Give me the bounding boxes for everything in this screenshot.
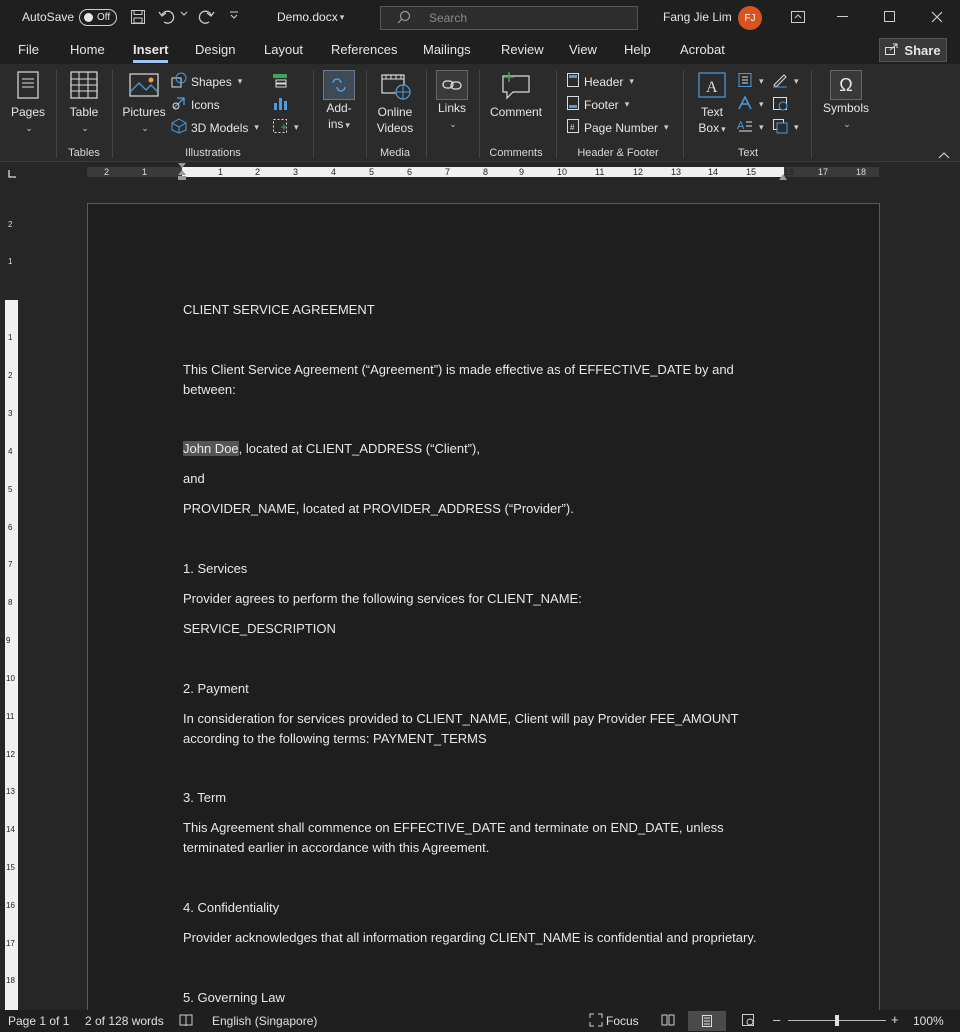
vertical-ruler[interactable] — [5, 200, 18, 1010]
vruler-label: 14 — [6, 825, 15, 834]
comment-button[interactable] — [486, 70, 546, 120]
ribbon-separator — [811, 70, 812, 158]
tab-mailings[interactable]: Mailings — [423, 42, 471, 57]
ribbon — [0, 64, 960, 162]
pages-icon — [13, 70, 43, 104]
tab-review[interactable]: Review — [501, 42, 544, 57]
header-dropdown-icon: ▾ — [629, 76, 634, 86]
text-box-label-2-row — [698, 120, 725, 137]
undo-icon[interactable] — [158, 9, 176, 25]
services-paragraph[interactable]: Provider agrees to perform the following services for CLIENT_NAME: — [183, 591, 582, 606]
date-time-icon — [772, 95, 788, 114]
vruler-label: 17 — [6, 939, 15, 948]
tab-insert[interactable]: Insert — [133, 42, 169, 57]
focus-button[interactable]: Focus — [606, 1014, 639, 1028]
autosave-toggle[interactable] — [79, 9, 117, 26]
zoom-in-icon[interactable]: + — [891, 1012, 899, 1027]
smartart-button[interactable] — [272, 72, 288, 91]
ribbon-separator — [683, 70, 684, 158]
ruler-ticks — [87, 165, 887, 179]
table-dropdown-icon: ⌄ — [81, 123, 89, 133]
ruler-label: 2 — [255, 167, 261, 177]
ruler-label: 13 — [671, 167, 682, 177]
text-box-icon — [696, 70, 728, 104]
vruler-label: 18 — [6, 976, 15, 985]
share-icon — [885, 43, 898, 58]
page-number-label: Page Number — [584, 120, 659, 135]
ruler-label: 14 — [708, 167, 719, 177]
ruler-label: 18 — [856, 167, 867, 177]
text-box-dropdown-icon: ▾ — [721, 124, 726, 134]
quick-parts-icon — [737, 72, 753, 91]
vruler-label: 5 — [8, 485, 13, 494]
shapes-label: Shapes — [191, 74, 232, 89]
illustrations-group-label: Illustrations — [185, 147, 241, 159]
ruler-label: 5 — [369, 167, 375, 177]
tab-view[interactable]: View — [569, 42, 597, 57]
3d-models-button[interactable] — [171, 118, 259, 137]
footer-icon — [566, 95, 580, 114]
3d-models-dropdown-icon: ▾ — [254, 122, 259, 132]
term-paragraph[interactable]: This Agreement shall commence on EFFECTIVE_DATE and terminate on END_DATE, unless terminated earlier in accordance with this Agreement. — [183, 820, 724, 855]
signature-line-dropdown-icon: ▾ — [794, 76, 799, 86]
undo-dropdown-icon[interactable] — [180, 11, 188, 17]
tab-design[interactable]: Design — [195, 42, 236, 57]
document-page[interactable] — [87, 203, 880, 1023]
tab-selector-icon[interactable] — [5, 167, 18, 180]
symbols-icon: Ω — [830, 70, 862, 100]
ribbon-separator — [313, 70, 314, 158]
tab-layout[interactable]: Layout — [264, 42, 304, 57]
ruler-label: 10 — [557, 167, 568, 177]
media-group-label: Media — [380, 147, 410, 159]
ruler-label: 3 — [293, 167, 299, 177]
symbols-dropdown-icon: ⌄ — [843, 119, 851, 129]
vruler-label: 6 — [8, 523, 13, 532]
autosave-state: Off — [97, 12, 111, 23]
menu-bar — [0, 36, 960, 64]
date-time-button[interactable] — [772, 95, 788, 114]
pictures-icon — [128, 70, 160, 104]
ruler-label: 11 — [595, 167, 605, 177]
right-indent-marker[interactable] — [779, 170, 788, 184]
vruler-label: 8 — [8, 598, 13, 607]
footer-button[interactable] — [566, 95, 629, 114]
customize-toolbar-icon[interactable] — [229, 11, 239, 21]
section-services-heading[interactable]: 1. Services — [183, 561, 248, 576]
collapse-ribbon-icon[interactable] — [938, 148, 950, 162]
document-title[interactable]: CLIENT SERVICE AGREEMENT — [183, 302, 375, 317]
horizontal-ruler[interactable] — [0, 163, 960, 181]
tab-help[interactable]: Help — [624, 42, 651, 57]
chart-button[interactable] — [272, 95, 288, 114]
add-ins-dropdown-icon: ▾ — [345, 120, 350, 130]
section-governing-law-heading[interactable]: 5. Governing Law — [183, 990, 285, 1005]
language[interactable]: English (Singapore) — [212, 1014, 318, 1028]
filename[interactable]: Demo.docx ▾ — [277, 10, 345, 24]
ruler-label: 9 — [519, 167, 525, 177]
quick-parts-button[interactable] — [737, 72, 764, 91]
toggle-knob — [84, 13, 93, 22]
maximize-icon[interactable] — [884, 11, 896, 23]
add-ins-label-2-row — [328, 116, 350, 133]
tab-home[interactable]: Home — [70, 42, 105, 57]
vruler-label: 2 — [8, 220, 13, 229]
shapes-button[interactable] — [171, 72, 242, 91]
vruler-label: 12 — [6, 750, 15, 759]
selected-text[interactable]: John Doe — [183, 441, 239, 456]
icons-label: Icons — [191, 97, 220, 112]
vruler-label: 15 — [6, 863, 15, 872]
smartart-icon — [272, 72, 288, 91]
proofing-icon[interactable] — [179, 1013, 193, 1030]
screenshot-dropdown-icon: ▾ — [294, 122, 299, 132]
comments-group-label: Comments — [489, 147, 543, 159]
page-number-icon — [566, 118, 580, 137]
tables-group-label: Tables — [68, 147, 100, 159]
shapes-dropdown-icon: ▾ — [237, 76, 243, 86]
zoom-slider-thumb[interactable] — [835, 1015, 839, 1026]
add-ins-label-2: ins — [328, 117, 344, 131]
object-icon — [772, 118, 788, 137]
screenshot-icon — [272, 118, 288, 137]
ribbon-display-options-icon[interactable] — [790, 10, 806, 24]
search-icon — [397, 10, 411, 27]
symbols-button[interactable] — [820, 70, 872, 132]
table-icon — [69, 70, 99, 104]
object-button[interactable] — [772, 118, 799, 137]
vruler-label: 2 — [8, 371, 13, 380]
ruler-label: 15 — [746, 167, 757, 177]
signature-line-icon — [772, 72, 788, 91]
ruler-label: 4 — [331, 167, 337, 177]
ruler-label: 16 — [784, 167, 795, 177]
save-icon[interactable] — [130, 9, 146, 25]
section-confidentiality-heading[interactable]: 4. Confidentiality — [183, 900, 280, 915]
online-videos-label-1: Online — [377, 105, 413, 119]
pages-dropdown-icon: ⌄ — [25, 123, 33, 133]
ribbon-separator — [366, 70, 367, 158]
close-icon[interactable] — [931, 11, 943, 23]
vruler-label: 7 — [8, 560, 13, 569]
vruler-label: 13 — [6, 787, 15, 796]
vruler-label: 11 — [6, 712, 15, 721]
add-ins-label-1: Add- — [326, 101, 352, 115]
pictures-dropdown-icon: ⌄ — [141, 123, 149, 133]
table-button[interactable] — [64, 70, 104, 136]
links-label: Links — [437, 101, 466, 115]
online-videos-icon — [379, 70, 411, 104]
svg-text:A: A — [706, 79, 718, 96]
page-number-dropdown-icon: ▾ — [664, 122, 669, 132]
autosave-label: AutoSave — [22, 10, 75, 24]
vruler-label: 1 — [8, 333, 13, 342]
vruler-labels — [5, 200, 18, 1010]
web-layout-icon[interactable] — [741, 1013, 755, 1030]
pages-label: Pages — [10, 105, 46, 119]
client-paragraph[interactable] — [183, 439, 783, 459]
ribbon-separator — [479, 70, 480, 158]
zoom-out-icon[interactable]: – — [773, 1012, 781, 1027]
client-paragraph-rest[interactable]: , located at CLIENT_ADDRESS (“Client”), — [238, 441, 480, 456]
print-layout-icon[interactable] — [688, 1011, 726, 1031]
section-payment-heading[interactable]: 2. Payment — [183, 681, 249, 696]
text-box-label-2: Box — [698, 121, 720, 135]
vruler-label: 9 — [6, 636, 11, 645]
header-button[interactable] — [566, 72, 634, 91]
and-paragraph[interactable]: and — [183, 471, 205, 486]
vruler-label: 10 — [6, 674, 15, 683]
add-ins-icon — [323, 70, 355, 100]
read-mode-icon[interactable] — [661, 1013, 675, 1030]
word-count[interactable]: 2 of 128 words — [85, 1014, 164, 1028]
filename-dropdown-icon: ▾ — [339, 11, 345, 22]
online-videos-label-2: Videos — [376, 121, 414, 135]
confidentiality-paragraph[interactable]: Provider acknowledges that all information regarding CLIENT_NAME is confidential and proprietary. — [183, 930, 757, 945]
minimize-icon[interactable] — [837, 16, 849, 18]
ruler-label: 12 — [633, 167, 644, 177]
3d-models-label: 3D Models — [191, 120, 249, 135]
provider-paragraph[interactable]: PROVIDER_NAME, located at PROVIDER_ADDRESS (“Provider”). — [183, 501, 574, 516]
header-icon — [566, 72, 580, 91]
search-box[interactable] — [380, 6, 638, 30]
ruler-label: 2 — [104, 167, 110, 177]
ruler-label: 1 — [142, 167, 148, 177]
first-line-indent-marker[interactable] — [178, 163, 187, 184]
footer-label: Footer — [584, 97, 619, 112]
ribbon-separator — [426, 70, 427, 158]
page-number-button[interactable] — [566, 118, 669, 137]
links-dropdown-icon: ⌄ — [449, 119, 457, 129]
redo-icon[interactable] — [197, 9, 215, 25]
screenshot-button[interactable] — [272, 118, 299, 137]
signature-line-button[interactable] — [772, 72, 799, 91]
search-placeholder: Search — [429, 11, 468, 25]
svg-text:A: A — [737, 120, 745, 132]
section-term-heading[interactable]: 3. Term — [183, 790, 227, 805]
page-count[interactable]: Page 1 of 1 — [8, 1014, 70, 1028]
vruler-label: 1 — [8, 257, 13, 266]
ribbon-separator — [56, 70, 57, 158]
user-name[interactable]: Fang Jie Lim — [663, 10, 732, 24]
ruler-label: 1 — [218, 167, 224, 177]
text-box-button[interactable] — [692, 70, 732, 137]
object-dropdown-icon: ▾ — [794, 122, 799, 132]
share-label: Share — [904, 42, 941, 58]
table-label: Table — [69, 105, 99, 119]
drop-cap-icon — [737, 118, 753, 137]
links-button[interactable] — [432, 70, 472, 132]
ribbon-separator — [112, 70, 113, 158]
wordart-dropdown-icon: ▾ — [759, 99, 764, 109]
tab-file[interactable]: File — [18, 42, 39, 57]
svg-text:#: # — [570, 123, 575, 132]
add-ins-button[interactable] — [321, 70, 357, 133]
service-description[interactable]: SERVICE_DESCRIPTION — [183, 621, 336, 636]
vruler-label: 4 — [8, 447, 13, 456]
wordart-icon — [737, 95, 753, 114]
focus-icon[interactable] — [589, 1013, 603, 1030]
tab-references[interactable]: References — [331, 42, 398, 57]
chart-icon — [272, 95, 288, 114]
shapes-icon — [171, 72, 187, 91]
text-group-label: Text — [737, 147, 759, 159]
comment-label: Comment — [489, 105, 542, 119]
cube-icon — [171, 118, 187, 137]
header-footer-group-label: Header & Footer — [577, 147, 659, 159]
header-label: Header — [584, 74, 624, 89]
drop-cap-button[interactable] — [737, 118, 764, 137]
quick-parts-dropdown-icon: ▾ — [759, 76, 764, 86]
comment-icon — [500, 70, 532, 104]
symbols-label: Symbols — [822, 101, 869, 115]
share-button[interactable] — [879, 38, 947, 62]
icons-button[interactable] — [171, 95, 220, 114]
pictures-button[interactable] — [119, 70, 169, 136]
title-bar — [0, 0, 960, 36]
vruler-label: 16 — [6, 901, 15, 910]
status-bar — [0, 1010, 960, 1032]
pictures-label: Pictures — [122, 105, 166, 119]
ruler-label: 17 — [818, 167, 829, 177]
ruler-label: 6 — [407, 167, 413, 177]
footer-dropdown-icon: ▾ — [624, 99, 630, 109]
ruler-label: 7 — [445, 167, 451, 177]
online-videos-button[interactable] — [372, 70, 418, 136]
ruler-label: 8 — [483, 167, 489, 177]
icons-icon — [171, 95, 187, 114]
text-box-label-1: Text — [700, 105, 723, 119]
avatar[interactable]: FJ — [738, 6, 762, 30]
intro-paragraph[interactable]: This Client Service Agreement (“Agreement”) is made effective as of EFFECTIVE_DATE by and between: — [183, 362, 734, 397]
zoom-level[interactable]: 100% — [913, 1014, 944, 1028]
payment-paragraph[interactable]: In consideration for services provided to CLIENT_NAME, Client will pay Provider FEE_AMOUNT according to the following terms: PAYMENT_TERMS — [183, 711, 739, 746]
wordart-button[interactable] — [737, 95, 764, 114]
links-icon — [436, 70, 468, 100]
vruler-label: 3 — [8, 409, 13, 418]
ribbon-separator — [556, 70, 557, 158]
tab-acrobat[interactable]: Acrobat — [680, 42, 725, 57]
pages-button[interactable] — [9, 70, 47, 136]
drop-cap-dropdown-icon: ▾ — [759, 122, 764, 132]
